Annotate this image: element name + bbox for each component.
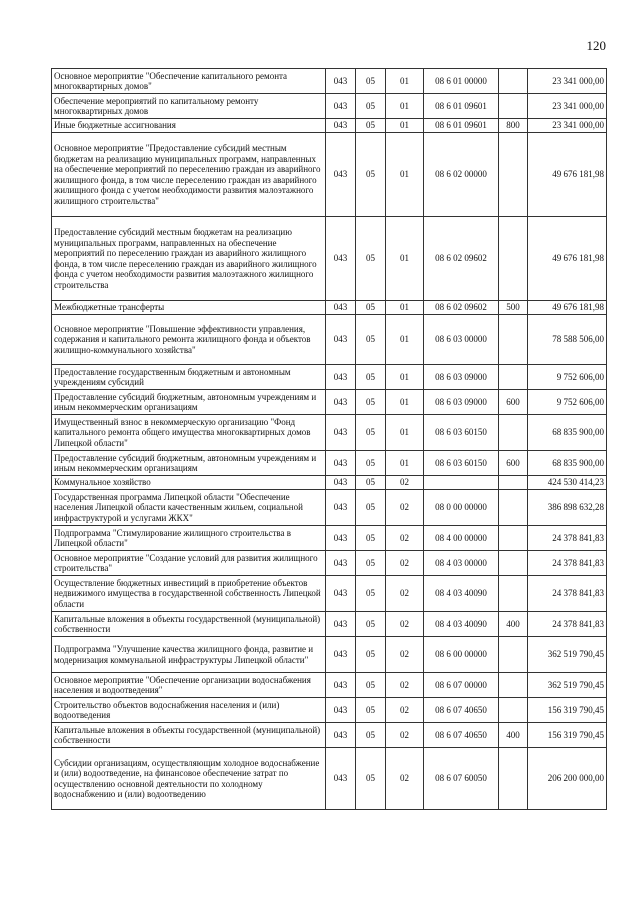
ministry-code-cell: 043 — [326, 133, 356, 217]
row-name-cell: Основное мероприятие "Обеспечение организации водоснабжения населения и водоотведения" — [52, 673, 326, 698]
amount-cell: 24 378 841,83 — [528, 526, 607, 551]
expense-type-cell — [499, 673, 528, 698]
table-row — [52, 576, 607, 612]
row-name-cell: Основное мероприятие "Обеспечение капитального ремонта многоквартирных домов" — [52, 69, 326, 94]
amount-cell: 362 519 790,45 — [528, 673, 607, 698]
row-name-cell: Коммунальное хозяйство — [52, 476, 326, 490]
expense-type-cell — [499, 748, 528, 810]
subsection-code-cell: 01 — [386, 94, 424, 119]
expense-type-cell — [499, 490, 528, 526]
ministry-code-cell: 043 — [326, 69, 356, 94]
subsection-code-cell: 01 — [386, 451, 424, 476]
amount-cell: 24 378 841,83 — [528, 576, 607, 612]
ministry-code-cell: 043 — [326, 490, 356, 526]
subsection-code-cell: 02 — [386, 526, 424, 551]
row-name-cell: Межбюджетные трансферты — [52, 301, 326, 315]
section-code-cell: 05 — [356, 301, 386, 315]
subsection-code-cell: 01 — [386, 69, 424, 94]
row-name-cell: Осуществление бюджетных инвестиций в приобретение объектов недвижимого имущества в государственной собственность Липецкой области — [52, 576, 326, 612]
target-article-cell: 08 6 03 09000 — [424, 365, 499, 390]
table-row — [52, 390, 607, 415]
target-article-cell: 08 4 03 00000 — [424, 551, 499, 576]
table-row — [52, 451, 607, 476]
ministry-code-cell: 043 — [326, 315, 356, 365]
target-article-cell: 08 6 00 00000 — [424, 637, 499, 673]
ministry-code-cell: 043 — [326, 301, 356, 315]
row-name-cell: Основное мероприятие "Предоставление субсидий местным бюджетам на реализацию муниципальных программ, направленных на обеспечение мероприятий по переселению граждан из аварийного жилищного фонда, в том числе переселению граждан из аварийного жилищного фонда с учетом необходимости развития малоэтажного жилищного строительства" — [52, 133, 326, 217]
section-code-cell: 05 — [356, 612, 386, 637]
amount-cell: 424 530 414,23 — [528, 476, 607, 490]
row-name-cell: Подпрограмма "Стимулирование жилищного строительства в Липецкой области" — [52, 526, 326, 551]
target-article-cell: 08 6 02 09602 — [424, 301, 499, 315]
row-name-cell: Предоставление субсидий местным бюджетам на реализацию муниципальных программ, направленных на обеспечение мероприятий по переселению граждан из аварийного жилищного фонда, в том числе переселению граждан из аварийного жилищного фонда с учетом необходимости развития малоэтажного жилищного строительства — [52, 217, 326, 301]
table-row — [52, 119, 607, 133]
budget-table-body — [52, 69, 607, 810]
table-row — [52, 673, 607, 698]
amount-cell: 49 676 181,98 — [528, 217, 607, 301]
target-article-cell: 08 6 01 09601 — [424, 119, 499, 133]
ministry-code-cell: 043 — [326, 476, 356, 490]
table-row — [52, 476, 607, 490]
expense-type-cell — [499, 69, 528, 94]
expense-type-cell — [499, 576, 528, 612]
section-code-cell: 05 — [356, 133, 386, 217]
subsection-code-cell: 01 — [386, 217, 424, 301]
table-row — [52, 526, 607, 551]
amount-cell: 24 378 841,83 — [528, 612, 607, 637]
table-row — [52, 94, 607, 119]
amount-cell: 78 588 506,00 — [528, 315, 607, 365]
subsection-code-cell: 02 — [386, 723, 424, 748]
ministry-code-cell: 043 — [326, 576, 356, 612]
subsection-code-cell: 01 — [386, 315, 424, 365]
row-name-cell: Государственная программа Липецкой области "Обеспечение населения Липецкой области качественным жильем, социальной инфраструктурой и услугами ЖКХ" — [52, 490, 326, 526]
row-name-cell: Основное мероприятие "Повышение эффективности управления, содержания и капитального ремонта жилищного фонда и объектов жилищно-коммунального хозяйства" — [52, 315, 326, 365]
table-row — [52, 748, 607, 810]
target-article-cell: 08 0 00 00000 — [424, 490, 499, 526]
section-code-cell: 05 — [356, 551, 386, 576]
amount-cell: 23 341 000,00 — [528, 94, 607, 119]
table-row — [52, 217, 607, 301]
subsection-code-cell: 01 — [386, 301, 424, 315]
expense-type-cell: 600 — [499, 390, 528, 415]
section-code-cell: 05 — [356, 490, 386, 526]
target-article-cell: 08 6 02 00000 — [424, 133, 499, 217]
table-row — [52, 365, 607, 390]
row-name-cell: Предоставление государственным бюджетным и автономным учреждениям субсидий — [52, 365, 326, 390]
amount-cell: 24 378 841,83 — [528, 551, 607, 576]
ministry-code-cell: 043 — [326, 94, 356, 119]
subsection-code-cell: 02 — [386, 673, 424, 698]
expense-type-cell: 800 — [499, 119, 528, 133]
subsection-code-cell: 02 — [386, 637, 424, 673]
amount-cell: 156 319 790,45 — [528, 723, 607, 748]
amount-cell: 362 519 790,45 — [528, 637, 607, 673]
expense-type-cell — [499, 217, 528, 301]
subsection-code-cell: 02 — [386, 490, 424, 526]
ministry-code-cell: 043 — [326, 551, 356, 576]
target-article-cell: 08 4 03 40090 — [424, 612, 499, 637]
section-code-cell: 05 — [356, 637, 386, 673]
amount-cell: 9 752 606,00 — [528, 390, 607, 415]
subsection-code-cell: 01 — [386, 133, 424, 217]
expense-type-cell — [499, 94, 528, 119]
expense-type-cell — [499, 637, 528, 673]
target-article-cell: 08 6 02 09602 — [424, 217, 499, 301]
target-article-cell: 08 4 03 40090 — [424, 576, 499, 612]
expense-type-cell: 600 — [499, 451, 528, 476]
row-name-cell: Основное мероприятие "Создание условий для развития жилищного строительства" — [52, 551, 326, 576]
expense-type-cell: 400 — [499, 723, 528, 748]
table-row — [52, 490, 607, 526]
ministry-code-cell: 043 — [326, 698, 356, 723]
table-row — [52, 415, 607, 451]
target-article-cell: 08 6 03 00000 — [424, 315, 499, 365]
expense-type-cell — [499, 133, 528, 217]
row-name-cell: Имущественный взнос в некоммерческую организацию "Фонд капитального ремонта общего имущества многоквартирных домов Липецкой области" — [52, 415, 326, 451]
table-row — [52, 723, 607, 748]
section-code-cell: 05 — [356, 576, 386, 612]
target-article-cell: 08 6 07 60050 — [424, 748, 499, 810]
section-code-cell: 05 — [356, 415, 386, 451]
section-code-cell: 05 — [356, 526, 386, 551]
target-article-cell: 08 6 07 00000 — [424, 673, 499, 698]
section-code-cell: 05 — [356, 748, 386, 810]
amount-cell: 206 200 000,00 — [528, 748, 607, 810]
section-code-cell: 05 — [356, 476, 386, 490]
target-article-cell: 08 6 03 60150 — [424, 451, 499, 476]
row-name-cell: Строительство объектов водоснабжения населения и (или) водоотведения — [52, 698, 326, 723]
target-article-cell: 08 6 07 40650 — [424, 723, 499, 748]
table-row — [52, 133, 607, 217]
ministry-code-cell: 043 — [326, 526, 356, 551]
subsection-code-cell: 01 — [386, 119, 424, 133]
subsection-code-cell: 02 — [386, 698, 424, 723]
ministry-code-cell: 043 — [326, 612, 356, 637]
ministry-code-cell: 043 — [326, 365, 356, 390]
expense-type-cell — [499, 476, 528, 490]
ministry-code-cell: 043 — [326, 451, 356, 476]
section-code-cell: 05 — [356, 673, 386, 698]
section-code-cell: 05 — [356, 94, 386, 119]
ministry-code-cell: 043 — [326, 637, 356, 673]
expense-type-cell — [499, 365, 528, 390]
section-code-cell: 05 — [356, 69, 386, 94]
amount-cell: 23 341 000,00 — [528, 69, 607, 94]
table-row — [52, 69, 607, 94]
section-code-cell: 05 — [356, 451, 386, 476]
row-name-cell: Капитальные вложения в объекты государственной (муниципальной) собственности — [52, 612, 326, 637]
section-code-cell: 05 — [356, 315, 386, 365]
expense-type-cell: 500 — [499, 301, 528, 315]
ministry-code-cell: 043 — [326, 673, 356, 698]
section-code-cell: 05 — [356, 698, 386, 723]
table-row — [52, 301, 607, 315]
amount-cell: 68 835 900,00 — [528, 451, 607, 476]
section-code-cell: 05 — [356, 365, 386, 390]
table-row — [52, 551, 607, 576]
amount-cell: 49 676 181,98 — [528, 133, 607, 217]
row-name-cell: Иные бюджетные ассигнования — [52, 119, 326, 133]
expense-type-cell — [499, 315, 528, 365]
expense-type-cell — [499, 415, 528, 451]
target-article-cell: 08 4 00 00000 — [424, 526, 499, 551]
budget-table — [51, 68, 607, 810]
amount-cell: 9 752 606,00 — [528, 365, 607, 390]
table-row — [52, 612, 607, 637]
ministry-code-cell: 043 — [326, 390, 356, 415]
ministry-code-cell: 043 — [326, 415, 356, 451]
subsection-code-cell: 02 — [386, 576, 424, 612]
subsection-code-cell: 02 — [386, 748, 424, 810]
subsection-code-cell: 02 — [386, 612, 424, 637]
target-article-cell: 08 6 03 60150 — [424, 415, 499, 451]
row-name-cell: Обеспечение мероприятий по капитальному ремонту многоквартирных домов — [52, 94, 326, 119]
expense-type-cell — [499, 526, 528, 551]
target-article-cell: 08 6 07 40650 — [424, 698, 499, 723]
row-name-cell: Капитальные вложения в объекты государственной (муниципальной) собственности — [52, 723, 326, 748]
target-article-cell: 08 6 01 00000 — [424, 69, 499, 94]
subsection-code-cell: 02 — [386, 551, 424, 576]
table-row — [52, 315, 607, 365]
subsection-code-cell: 01 — [386, 365, 424, 390]
section-code-cell: 05 — [356, 723, 386, 748]
subsection-code-cell: 01 — [386, 390, 424, 415]
subsection-code-cell: 01 — [386, 415, 424, 451]
page-number: 120 — [586, 38, 606, 53]
table-row — [52, 698, 607, 723]
target-article-cell — [424, 476, 499, 490]
amount-cell: 68 835 900,00 — [528, 415, 607, 451]
amount-cell: 386 898 632,28 — [528, 490, 607, 526]
amount-cell: 49 676 181,98 — [528, 301, 607, 315]
row-name-cell: Предоставление субсидий бюджетным, автономным учреждениям и иным некоммерческим организациям — [52, 390, 326, 415]
table-row — [52, 637, 607, 673]
expense-type-cell: 400 — [499, 612, 528, 637]
target-article-cell: 08 6 03 09000 — [424, 390, 499, 415]
section-code-cell: 05 — [356, 217, 386, 301]
amount-cell: 23 341 000,00 — [528, 119, 607, 133]
subsection-code-cell: 02 — [386, 476, 424, 490]
expense-type-cell — [499, 698, 528, 723]
row-name-cell: Предоставление субсидий бюджетным, автономным учреждениям и иным некоммерческим организациям — [52, 451, 326, 476]
section-code-cell: 05 — [356, 119, 386, 133]
expense-type-cell — [499, 551, 528, 576]
amount-cell: 156 319 790,45 — [528, 698, 607, 723]
row-name-cell: Субсидии организациям, осуществляющим холодное водоснабжение и (или) водоотведение, на финансовое обеспечение затрат по осуществлению основной деятельности по холодному водоснабжению и (или) водоотведению — [52, 748, 326, 810]
section-code-cell: 05 — [356, 390, 386, 415]
target-article-cell: 08 6 01 09601 — [424, 94, 499, 119]
row-name-cell: Подпрограмма "Улучшение качества жилищного фонда, развитие и модернизация коммунальной инфраструктуры Липецкой области" — [52, 637, 326, 673]
ministry-code-cell: 043 — [326, 217, 356, 301]
ministry-code-cell: 043 — [326, 119, 356, 133]
ministry-code-cell: 043 — [326, 748, 356, 810]
ministry-code-cell: 043 — [326, 723, 356, 748]
